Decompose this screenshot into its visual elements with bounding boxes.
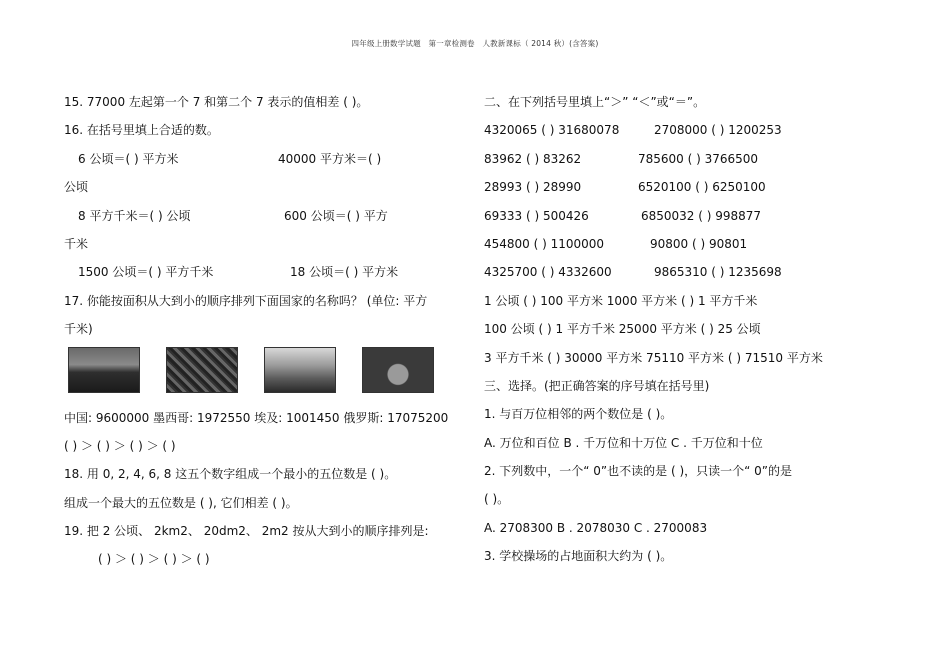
- q16-r2b: 600 公顷＝( ) 平方: [284, 208, 388, 223]
- choice-2: 2. 下列数中，一个“ 0”也不读的是 ( )，只读一个“ 0”的是: [484, 464, 793, 479]
- cmp-row1: [484, 116, 894, 144]
- q17-title: 17. 你能按面积从大到小的顺序排列下面国家的名称吗？ (单位: 平方: [64, 293, 428, 308]
- cmp-r6a: 4325700 ( ) 4332600: [484, 265, 612, 280]
- photo-china: [68, 347, 140, 393]
- q18-b: 组成一个最大的五位数是 ( ), 它们相差 ( )。: [64, 495, 298, 510]
- cmp-row4: [484, 202, 894, 230]
- country-photos: [64, 344, 474, 404]
- cmp-row5: [484, 230, 894, 258]
- q17-title2: 千米): [64, 322, 93, 337]
- photo-russia: [362, 347, 434, 393]
- cmp-r3a: 28993 ( ) 28990: [484, 180, 582, 195]
- q16-r3b: 18 公顷＝( ) 平方米: [290, 265, 399, 280]
- cmp-r1b: 2708000 ( ) 1200253: [654, 123, 782, 138]
- cmp-r1a: 4320065 ( ) 31680078: [484, 123, 620, 138]
- left-column: [64, 88, 474, 574]
- photo-egypt: [264, 347, 336, 393]
- choice-2-options: A. 2708300 B . 2078030 C . 2700083: [484, 520, 708, 535]
- q17-order: ( ) ＞ ( ) ＞ ( ) ＞ ( ): [64, 438, 176, 453]
- cmp-row9: 3 平方千米 ( ) 30000 平方米 75110 平方米 ( ) 71510 平方米: [484, 350, 823, 365]
- right-column: [484, 88, 894, 571]
- q16-r3a: 1500 公顷＝( ) 平方千米: [78, 265, 214, 280]
- q16-row2: [64, 202, 474, 230]
- q16-title: 16. 在括号里填上合适的数。: [64, 123, 219, 138]
- choice-3: 3. 学校操场的占地面积大约为 ( )。: [484, 549, 673, 564]
- cmp-row6: [484, 258, 894, 286]
- q17-countries: 中国: 9600000 墨西哥: 1972550 埃及: 1001450 俄罗斯: 17075200: [64, 410, 449, 425]
- cmp-r4b: 6850032 ( ) 998877: [641, 208, 762, 223]
- cmp-row3: [484, 173, 894, 201]
- q16-r1b: 40000 平方米＝( ): [278, 151, 382, 166]
- cmp-r6b: 9865310 ( ) 1235698: [654, 265, 782, 280]
- q19-order: ( ) ＞ ( ) ＞ ( ) ＞ ( ): [98, 552, 210, 567]
- cmp-r2a: 83962 ( ) 83262: [484, 151, 582, 166]
- q16-r1c: 公顷: [64, 180, 89, 195]
- sec3-title: 三、选择。(把正确答案的序号填在括号里): [484, 378, 710, 393]
- photo-mexico: [166, 347, 238, 393]
- cmp-r5a: 454800 ( ) 1100000: [484, 236, 605, 251]
- q16-row3: [64, 258, 474, 286]
- cmp-row8: 100 公顷 ( ) 1 平方千米 25000 平方米 ( ) 25 公顷: [484, 322, 761, 337]
- q16-r2a: 8 平方千米＝( ) 公顷: [78, 208, 191, 223]
- q16-r2c: 千米: [64, 236, 89, 251]
- q15: 15. 77000 左起第一个 7 和第二个 7 表示的值相差 ( )。: [64, 95, 369, 109]
- choice-1: 1. 与百万位相邻的两个数位是 ( )。: [484, 407, 673, 422]
- choice-2-b: ( )。: [484, 492, 510, 507]
- q18-a: 18. 用 0, 2, 4, 6, 8 这五个数字组成一个最小的五位数是 ( )。: [64, 467, 397, 482]
- sec2-title: 二、在下列括号里填上“＞” “＜”或“＝”。: [484, 95, 706, 109]
- cmp-row7: 1 公顷 ( ) 100 平方米 1000 平方米 ( ) 1 平方千米: [484, 293, 758, 308]
- cmp-row2: [484, 145, 894, 173]
- q19-title: 19. 把 2 公顷、 2km2、 20dm2、 2m2 按从大到小的顺序排列是:: [64, 524, 429, 539]
- choice-1-options: A. 万位和百位 B . 千万位和十万位 C . 千万位和十位: [484, 435, 763, 450]
- cmp-r2b: 785600 ( ) 3766500: [638, 151, 759, 166]
- cmp-r3b: 6520100 ( ) 6250100: [638, 180, 766, 195]
- cmp-r5b: 90800 ( ) 90801: [650, 236, 748, 251]
- page-header: 四年级上册数学试题 第一章检测卷 人教新课标（ 2014 秋）(含答案): [351, 39, 599, 48]
- q16-r1a: 6 公顷＝( ) 平方米: [78, 151, 179, 166]
- cmp-r4a: 69333 ( ) 500426: [484, 208, 589, 223]
- q16-row1: [64, 145, 474, 173]
